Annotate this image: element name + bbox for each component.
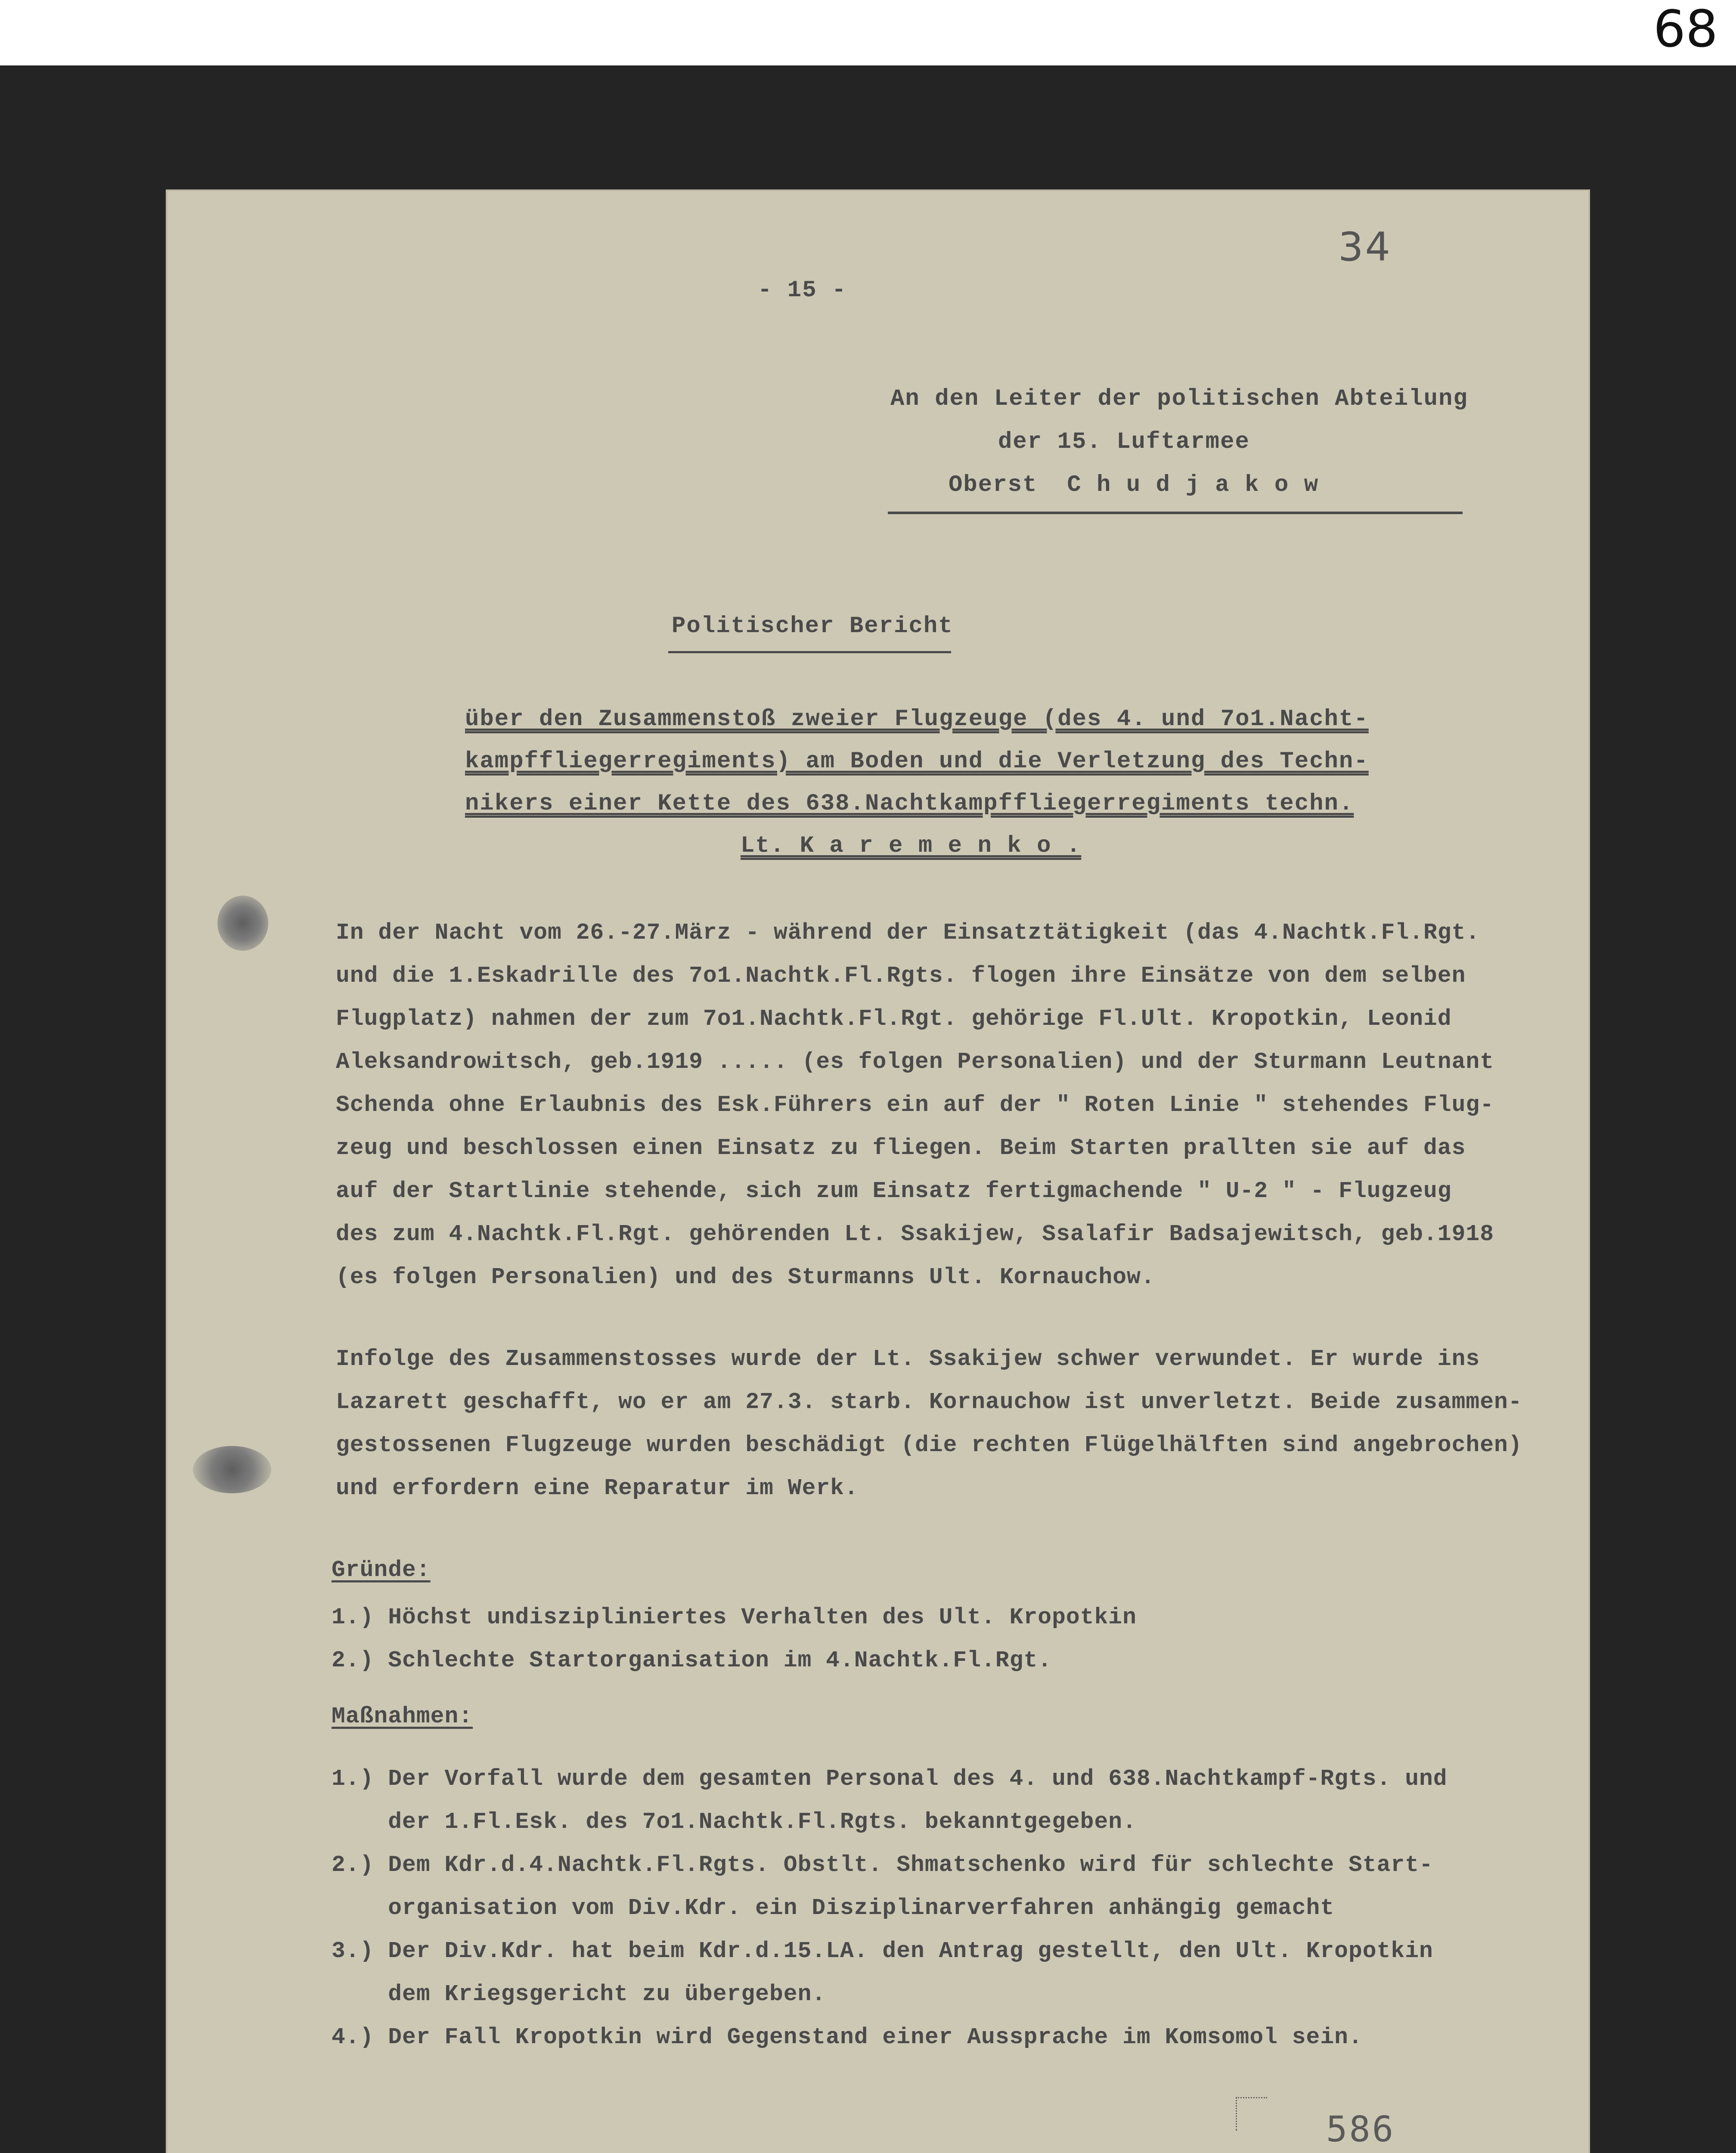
measure-line-3: 2.) Dem Kdr.d.4.Nachtk.Fl.Rgts. Obstlt. Shmatschenko wird für schlechte Start- xyxy=(332,1852,1433,1878)
archive-stamp xyxy=(1236,2097,1267,2131)
addressee-line-3: Oberst C h u d j a k o w xyxy=(949,472,1319,498)
paragraph1-line-4: Aleksandrowitsch, geb.1919 ..... (es folgen Personalien) und der Sturmann Leutnant xyxy=(336,1049,1494,1075)
addressee-line-2: der 15. Luftarmee xyxy=(998,429,1250,455)
archive-number: 34 xyxy=(1338,224,1392,270)
scan-page-number: 68 xyxy=(1653,0,1718,59)
report-title: Politischer Bericht xyxy=(672,613,953,639)
page-number: - 15 - xyxy=(758,277,847,304)
paragraph2-line-1: Infolge des Zusammenstosses wurde der Lt. Ssakijew schwer verwundet. Er wurde ins xyxy=(336,1346,1480,1372)
measure-line-6: dem Kriegsgericht zu übergeben. xyxy=(332,1981,826,2007)
paragraph1-line-1: In der Nacht vom 26.-27.März - während der Einsatztätigkeit (das 4.Nachtk.Fl.Rgt. xyxy=(336,920,1480,946)
paragraph1-line-6: zeug und beschlossen einen Einsatz zu fliegen. Beim Starten prallten sie auf das xyxy=(336,1135,1466,1161)
stamp-number: 586 xyxy=(1326,2109,1395,2150)
paragraph2-line-4: und erfordern eine Reparatur im Werk. xyxy=(336,1475,859,1501)
scan-header xyxy=(0,0,1736,65)
subject-line-3: nikers einer Kette des 638.Nachtkampffliegerregiments techn. xyxy=(465,791,1354,817)
paragraph1-line-2: und die 1.Eskadrille des 7o1.Nachtk.Fl.Rgts. flogen ihre Einsätze von dem selben xyxy=(336,963,1466,989)
paragraph1-line-5: Schenda ohne Erlaubnis des Esk.Führers ein auf der " Roten Linie " stehendes Flug- xyxy=(336,1092,1494,1118)
subject-line-4: Lt. K a r e m e n k o . xyxy=(741,833,1082,859)
reasons-heading: Gründe: xyxy=(332,1557,431,1583)
paragraph1-line-8: des zum 4.Nachtk.Fl.Rgt. gehörenden Lt. Ssakijew, Ssalafir Badsajewitsch, geb.1918 xyxy=(336,1221,1494,1247)
subject-line-1: über den Zusammenstoß zweier Flugzeuge (des 4. und 7o1.Nacht- xyxy=(465,706,1369,732)
addressee-rule xyxy=(888,512,1463,514)
paragraph1-line-9: (es folgen Personalien) und des Sturmanns Ult. Kornauchow. xyxy=(336,1264,1155,1290)
paragraph2-line-2: Lazarett geschafft, wo er am 27.3. starb. Kornauchow ist unverletzt. Beide zusammen- xyxy=(336,1389,1522,1415)
punch-hole-top xyxy=(217,896,268,951)
reason-1: 1.) Höchst undiszipliniertes Verhalten des Ult. Kropotkin xyxy=(332,1604,1137,1630)
measure-line-2: der 1.Fl.Esk. des 7o1.Nachtk.Fl.Rgts. bekanntgegeben. xyxy=(332,1809,1137,1835)
measure-line-7: 4.) Der Fall Kropotkin wird Gegenstand einer Aussprache im Komsomol sein. xyxy=(332,2024,1363,2050)
paragraph1-line-7: auf der Startlinie stehende, sich zum Einsatz fertigmachende " U-2 " - Flugzeug xyxy=(336,1178,1452,1204)
paragraph2-line-3: gestossenen Flugzeuge wurden beschädigt (die rechten Flügelhälften sind angebrochen) xyxy=(336,1432,1522,1458)
measures-heading: Maßnahmen: xyxy=(332,1703,473,1729)
paragraph1-line-3: Flugplatz) nahmen der zum 7o1.Nachtk.Fl.Rgt. gehörige Fl.Ult. Kropotkin, Leonid xyxy=(336,1006,1452,1032)
measure-line-4: organisation vom Div.Kdr. ein Disziplinarverfahren anhängig gemacht xyxy=(332,1895,1335,1921)
title-underline xyxy=(668,651,951,653)
punch-hole-bottom xyxy=(193,1446,271,1493)
measure-line-5: 3.) Der Div.Kdr. hat beim Kdr.d.15.LA. den Antrag gestellt, den Ult. Kropotkin xyxy=(332,1938,1433,1964)
addressee-line-1: An den Leiter der politischen Abteilung xyxy=(890,386,1468,412)
reason-2: 2.) Schlechte Startorganisation im 4.Nachtk.Fl.Rgt. xyxy=(332,1647,1052,1673)
subject-line-2: kampffliegerregiments) am Boden und die Verletzung des Techn- xyxy=(465,748,1369,775)
measure-line-1: 1.) Der Vorfall wurde dem gesamten Personal des 4. und 638.Nachtkampf-Rgts. und xyxy=(332,1766,1448,1792)
